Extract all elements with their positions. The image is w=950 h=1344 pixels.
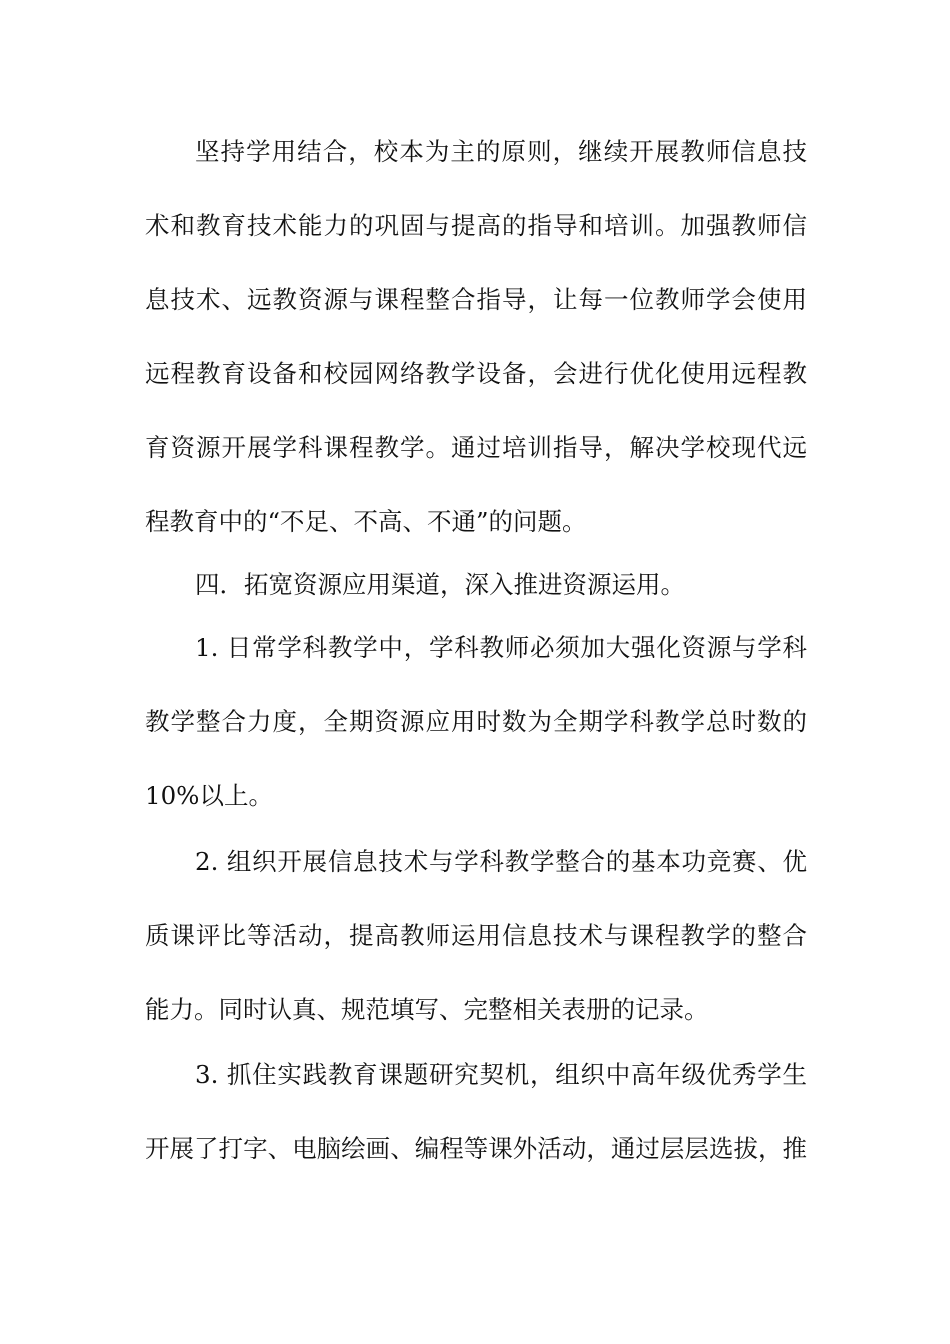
paragraph-line: 开展了打字、电脑绘画、编程等课外活动，通过层层选拔，推 — [145, 1134, 807, 1163]
paragraph-line: 能力。同时认真、规范填写、完整相关表册的记录。 — [145, 995, 709, 1024]
paragraph-line: 育资源开展学科课程教学。通过培训指导，解决学校现代远 — [145, 433, 807, 462]
list-item-line: 2. 组织开展信息技术与学科教学整合的基本功竞赛、优 — [195, 847, 807, 876]
list-item-line: 3. 抓住实践教育课题研究契机，组织中高年级优秀学生 — [195, 1060, 807, 1089]
paragraph-line: 质课评比等活动，提高教师运用信息技术与课程教学的整合 — [145, 921, 807, 950]
paragraph-line: 术和教育技术能力的巩固与提高的指导和培训。加强教师信 — [145, 211, 807, 240]
paragraph-line: 教学整合力度，全期资源应用时数为全期学科教学总时数的 — [145, 707, 807, 736]
paragraph-line: 息技术、远教资源与课程整合指导，让每一位教师学会使用 — [145, 285, 807, 314]
paragraph-line: 程教育中的“不足、不高、不通”的问题。 — [145, 507, 587, 536]
section-heading: 四．拓宽资源应用渠道，深入推进资源运用。 — [195, 570, 685, 599]
paragraph-line: 10%以上。 — [145, 781, 273, 810]
paragraph-line: 远程教育设备和校园网络教学设备，会进行优化使用远程教 — [145, 359, 807, 388]
list-item-line: 1. 日常学科教学中，学科教师必须加大强化资源与学科 — [195, 633, 807, 662]
paragraph-line: 坚持学用结合，校本为主的原则，继续开展教师信息技 — [195, 137, 807, 166]
